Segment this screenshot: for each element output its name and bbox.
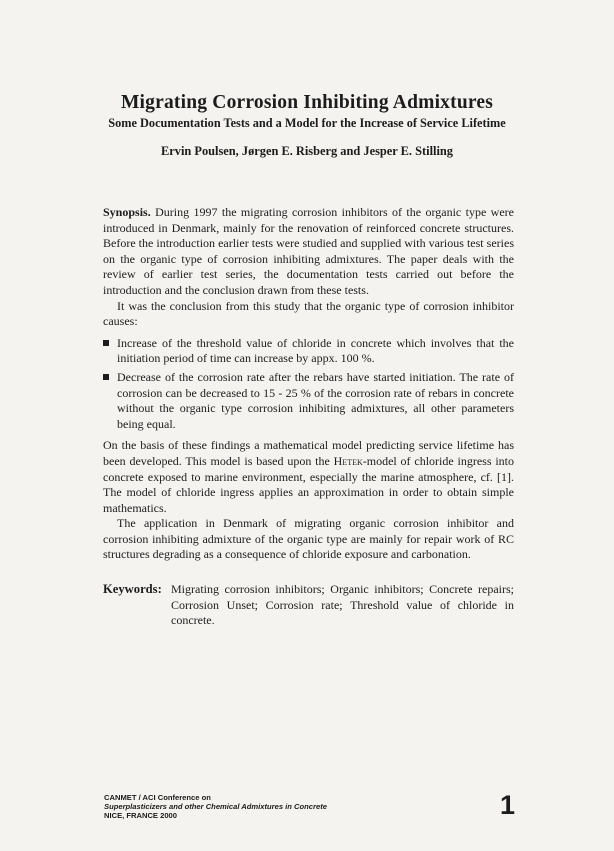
list-item xyxy=(103,336,514,367)
conclusion-intro: It was the conclusion from this study that the organic type of corrosion inhibitor causes: xyxy=(103,298,514,329)
model-paragraph xyxy=(103,438,514,516)
paper-authors: Ervin Poulsen, Jørgen E. Risberg and Jesper E. Stilling xyxy=(160,144,453,158)
footer-line-2: Superplasticizers and other Chemical Admixtures in Concrete xyxy=(104,802,327,811)
application-paragraph: The application in Denmark of migrating organic corrosion inhibitor and corrosion inhibiting admixture of the organic type are mainly for repair work of RC structures degrading as a consequence of chloride exposure and carbonation. xyxy=(103,516,514,562)
paper-subtitle: Some Documentation Tests and a Model for the Increase of Service Lifetime xyxy=(108,116,506,130)
model-text-after: -model of chloride ingress into concrete exposed to marine environment, especially the marine atmosphere, cf. [1]. The model of chloride ingress applies an approximation in order to obtain simple mathematics. xyxy=(103,453,515,515)
model-text-before: On the basis of these findings a mathematical model predicting service lifetime has been developed. This model is based upon the xyxy=(103,438,514,468)
conclusion-list xyxy=(103,336,514,433)
footer-line-3: NICE, FRANCE 2000 xyxy=(104,811,178,820)
conference-footer xyxy=(104,793,327,820)
bullet-text: Increase of the threshold value of chloride in concrete which involves that the initiation period of time can increase by appx. 100 %. xyxy=(117,335,514,366)
page-number: 1 xyxy=(500,790,516,820)
synopsis-paragraph xyxy=(103,205,514,299)
keywords-text: Migrating corrosion inhibitors; Organic inhibitors; Concrete repairs; Corrosion Unset; Corrosion rate; Threshold value of chloride in concrete. xyxy=(171,582,514,628)
model-name: Hetek xyxy=(333,453,363,468)
square-bullet-icon xyxy=(103,340,109,346)
list-item xyxy=(103,370,514,432)
synopsis-label: Synopsis. xyxy=(103,205,151,219)
square-bullet-icon xyxy=(103,374,109,380)
keywords-section xyxy=(103,582,514,629)
footer-line-1: CANMET / ACI Conference on xyxy=(104,793,211,802)
keywords-label: Keywords: xyxy=(103,582,162,597)
paper-title: Migrating Corrosion Inhibiting Admixtures xyxy=(120,92,494,113)
synopsis-text: During 1997 the migrating corrosion inhibitors of the organic type were introduced in Denmark, mainly for the renovation of reinforced concrete structures. Before the introduction earlier tests were studied and supplied with various test series on the organic type of corrosion inhibiting admixtures. The paper deals with the review of earlier test series, the documentation tests carried out before the introduction and the conclusion drawn from these tests. xyxy=(103,205,514,297)
synopsis-section xyxy=(103,205,514,629)
bullet-text: Decrease of the corrosion rate after the rebars have started initiation. The rate of corrosion can be decreased to 15 - 25 % of the corrosion rate of rebars in concrete without the organic type corrosion inhibiting admixtures, all other parameters being equal. xyxy=(117,369,514,431)
